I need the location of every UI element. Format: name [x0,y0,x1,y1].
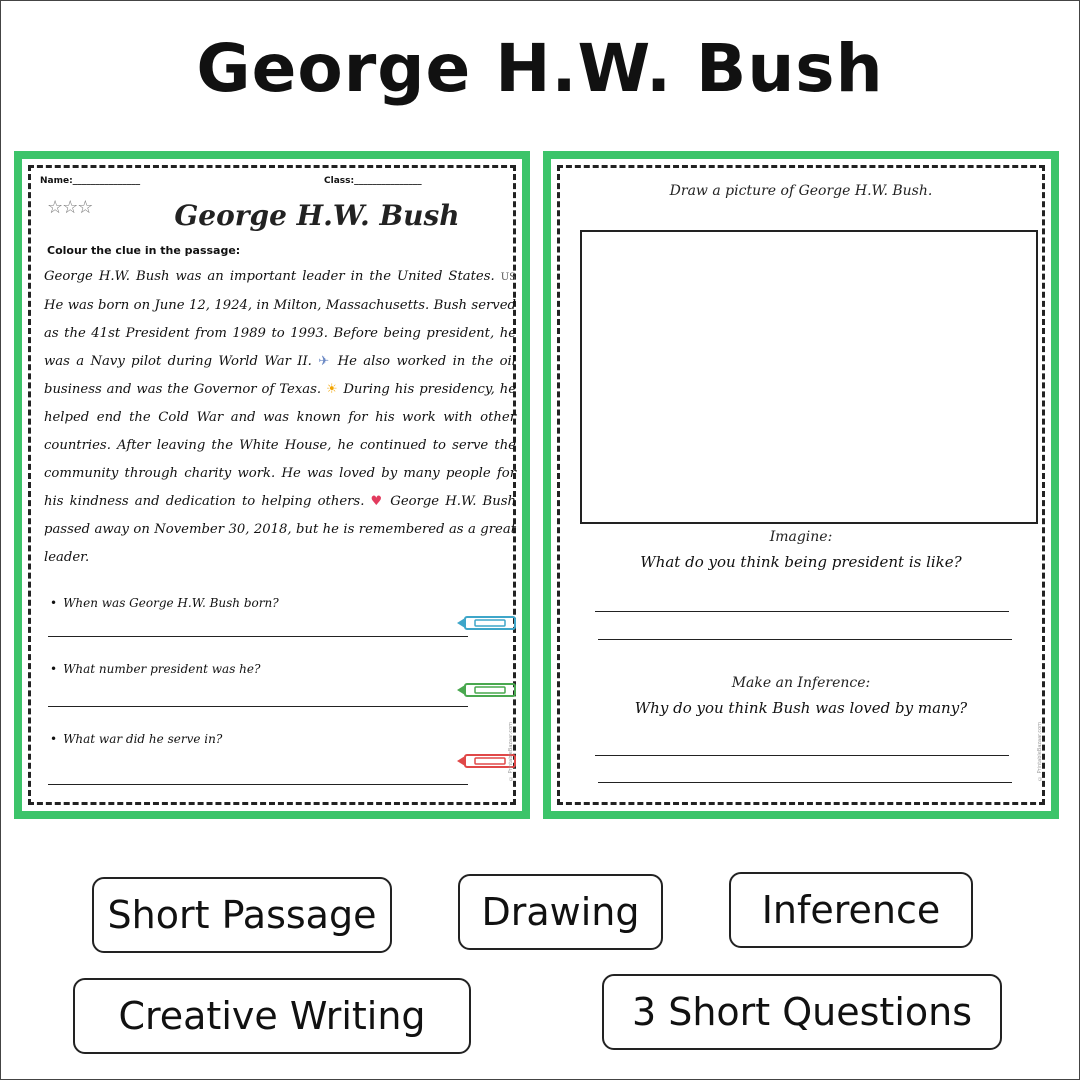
instruction-text: Colour the clue in the passage: [47,244,241,257]
worksheet-passage-page [14,151,530,819]
inference-label: Make an Inference: [731,675,871,691]
us-flag-icon: US [500,272,516,283]
crayon-icon-blue [455,613,519,633]
page-title: George H.W. Bush [196,30,884,107]
drawing-box[interactable] [580,230,1038,524]
tag-creative-writing: Creative Writing [73,978,471,1054]
class-field-label: Class:_______________ [324,176,422,186]
question-3: • What war did he serve in? [50,732,223,746]
crayon-icon-green [455,680,519,700]
tag-short-passage: Short Passage [92,877,392,953]
credit-text: © PrintableBazaar.com [508,722,514,781]
imagine-question: What do you think being president is like? [640,553,962,571]
question-1: • When was George H.W. Bush born? [50,596,279,610]
answer-line-1[interactable] [48,636,468,637]
writing-line[interactable] [598,639,1012,640]
imagine-label: Imagine: [769,529,833,545]
drawing-prompt: Draw a picture of George H.W. Bush. [669,183,933,199]
question-2: • What number president was he? [50,662,261,676]
inference-question: Why do you think Bush was loved by many? [634,699,968,717]
credit-text: © PrintableBazaar.com [1037,722,1043,781]
heart-icon: ♥ [370,494,385,509]
writing-line[interactable] [595,611,1009,612]
tag-drawing: Drawing [458,874,663,950]
answer-line-3[interactable] [48,784,468,785]
star-rating-icon: ☆☆☆ [47,197,93,218]
answer-line-2[interactable] [48,706,468,707]
airplane-icon: ✈ [318,354,332,369]
reading-passage: George H.W. Bush was an important leader in the United States. US He was born on June 12, 1924, in Milton, Massachusetts. Bush served as the 41st President from 1989 to 1993. Before being president, he was a Navy pilot during World War II. ✈ He also worked in the oil business and was the Governor of Texas. ☀ During his presidency, he helped end the Cold War and was known for his work with other countries. After leaving the White House, he continued to serve the community through charity work. He was loved by many people for his kindness and dedication to helping others. ♥ George H.W. Bush passed away on November 30, 2018, but he is remembered as a great leader. [44,269,516,565]
worksheet-drawing-page [543,151,1059,819]
writing-line[interactable] [595,755,1009,756]
sun-icon: ☀ [326,382,339,397]
name-field-label: Name:_______________ [40,176,141,186]
worksheet-title: George H.W. Bush [174,199,460,232]
tag-3-short-questions: 3 Short Questions [602,974,1002,1050]
tag-inference: Inference [729,872,973,948]
writing-line[interactable] [598,782,1012,783]
